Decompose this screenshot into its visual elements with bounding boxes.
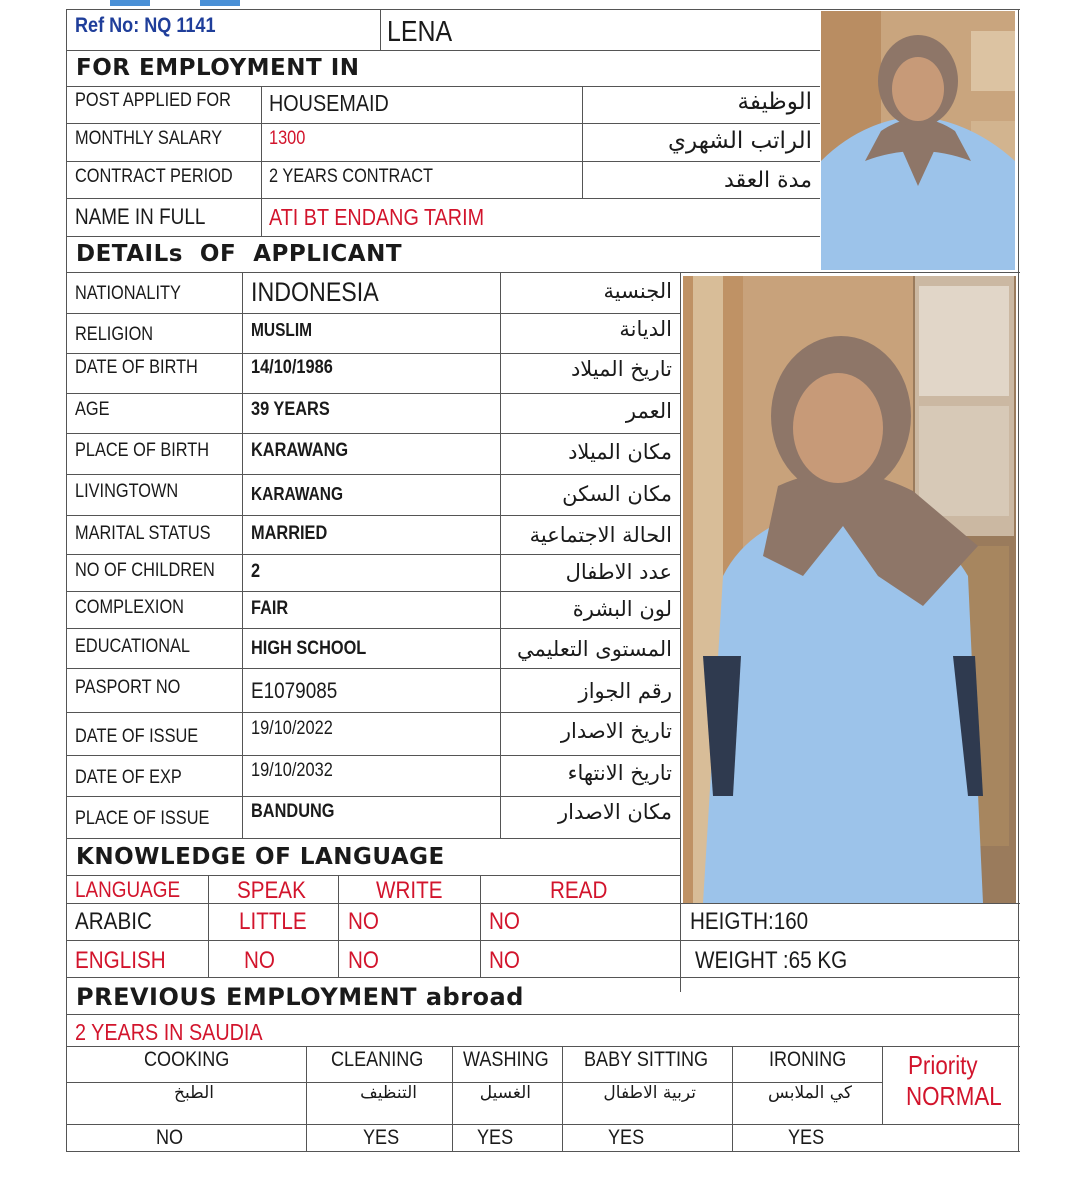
detail-value: MARRIED (251, 523, 328, 544)
detail-value: 19/10/2022 (251, 718, 333, 739)
previous-employment-heading: PREVIOUS EMPLOYMENT abroad (76, 983, 524, 1011)
detail-label-ar: تاريخ الاصدار (560, 719, 672, 743)
detail-label-ar: رقم الجواز (578, 679, 672, 703)
detail-label: AGE (75, 399, 110, 420)
contract-label-ar: مدة العقد (724, 168, 812, 193)
contract-value: 2 YEARS CONTRACT (269, 166, 434, 187)
employment-heading: FOR EMPLOYMENT IN (76, 55, 360, 81)
post-value: HOUSEMAID (269, 90, 389, 116)
contract-label: CONTRACT PERIOD (75, 166, 233, 187)
skill-babysitting-label: BABY SITTING (584, 1048, 709, 1071)
language-arabic: ARABIC (75, 908, 152, 935)
previous-employment-value: 2 YEARS IN SAUDIA (75, 1019, 263, 1045)
detail-value: KARAWANG (251, 440, 349, 461)
english-speak: NO (244, 947, 275, 974)
post-label: POST APPLIED FOR (75, 90, 231, 111)
language-heading: KNOWLEDGE OF LANGUAGE (76, 844, 445, 870)
detail-label: COMPLEXION (75, 597, 184, 618)
ref-number: Ref No: NQ 1141 (75, 14, 216, 37)
skill-washing-label: WASHING (463, 1048, 549, 1071)
detail-value: 39 YEARS (251, 399, 330, 420)
detail-value: FAIR (251, 598, 289, 619)
detail-label-ar: تاريخ الميلاد (570, 357, 672, 381)
detail-label-ar: لون البشرة (572, 597, 672, 621)
detail-label-ar: تاريخ الانتهاء (567, 761, 672, 785)
detail-label: MARITAL STATUS (75, 523, 211, 544)
skill-ironing-label-ar: كي الملابس (768, 1083, 852, 1103)
detail-label-ar: عدد الاطفال (565, 560, 672, 584)
english-read: NO (489, 947, 520, 974)
salary-value: 1300 (269, 128, 306, 149)
detail-label: LIVINGTOWN (75, 481, 179, 502)
language-header-speak: SPEAK (237, 877, 306, 904)
language-header-write: WRITE (376, 877, 443, 904)
top-blue-mark-right (200, 0, 240, 6)
details-heading: DETAILs OF APPLICANT (76, 241, 403, 267)
detail-label: PLACE OF ISSUE (75, 808, 210, 829)
full-body-photo-icon (683, 276, 1016, 903)
arabic-write: NO (348, 908, 379, 935)
detail-value: KARAWANG (251, 484, 344, 504)
language-header-read: READ (550, 877, 608, 904)
detail-label-ar: الديانة (619, 317, 672, 341)
skill-cleaning-value: YES (363, 1126, 400, 1149)
post-label-ar: الوظيفة (737, 89, 812, 115)
skill-babysitting-label-ar: تربية الاطفال (603, 1083, 696, 1103)
detail-label-ar: الجنسية (603, 279, 672, 303)
arabic-read: NO (489, 908, 520, 935)
detail-value: BANDUNG (251, 801, 335, 822)
detail-value: INDONESIA (251, 277, 379, 307)
portrait-photo-icon (821, 11, 1015, 270)
full-name-value: ATI BT ENDANG TARIM (269, 204, 485, 230)
skill-ironing-value: YES (788, 1126, 825, 1149)
detail-value: 14/10/1986 (251, 357, 333, 378)
detail-value: MUSLIM (251, 320, 313, 340)
detail-value: 19/10/2032 (251, 760, 333, 781)
detail-label: DATE OF BIRTH (75, 357, 198, 378)
detail-label-ar: مكان السكن (562, 482, 672, 506)
detail-value: 2 (251, 561, 261, 582)
english-write: NO (348, 947, 379, 974)
skill-cooking-label-ar: الطبخ (174, 1083, 214, 1103)
priority-value: NORMAL (906, 1081, 1002, 1111)
detail-value: HIGH SCHOOL (251, 638, 367, 659)
skill-cleaning-label-ar: التنظيف (360, 1083, 417, 1103)
salary-label: MONTHLY SALARY (75, 128, 223, 149)
detail-label: EDUCATIONAL (75, 636, 191, 657)
skill-cleaning-label: CLEANING (331, 1048, 424, 1071)
skill-washing-value: YES (477, 1126, 514, 1149)
skill-ironing-label: IRONING (769, 1048, 847, 1071)
detail-label: DATE OF ISSUE (75, 726, 199, 747)
language-english: ENGLISH (75, 947, 166, 974)
priority-label: Priority (908, 1050, 978, 1080)
weight-value: WEIGHT :65 KG (695, 947, 848, 974)
name-label: NAME IN FULL (75, 204, 206, 229)
detail-label-ar: مكان الميلاد (568, 440, 672, 464)
skill-cooking-label: COOKING (144, 1048, 230, 1071)
salary-label-ar: الراتب الشهري (668, 128, 812, 154)
arabic-speak: LITTLE (239, 908, 307, 935)
language-header-language: LANGUAGE (75, 877, 181, 902)
detail-label-ar: المستوى التعليمي (516, 637, 672, 661)
detail-value: E1079085 (251, 678, 338, 703)
detail-label-ar: العمر (625, 399, 672, 423)
detail-label: NATIONALITY (75, 283, 181, 304)
skill-babysitting-value: YES (608, 1126, 645, 1149)
detail-label: RELIGION (75, 324, 154, 345)
detail-label: PLACE OF BIRTH (75, 440, 210, 461)
detail-label: NO OF CHILDREN (75, 560, 215, 581)
detail-label: DATE OF EXP (75, 767, 182, 788)
candidate-code-name: LENA (387, 16, 453, 48)
skill-cooking-value: NO (156, 1126, 184, 1149)
detail-label: PASPORT NO (75, 677, 181, 698)
detail-label-ar: الحالة الاجتماعية (529, 523, 672, 547)
top-blue-mark-left (110, 0, 150, 6)
skill-washing-label-ar: الغسيل (479, 1083, 531, 1103)
detail-label-ar: مكان الاصدار (558, 800, 672, 824)
height-value: HEIGTH:160 (690, 908, 809, 935)
